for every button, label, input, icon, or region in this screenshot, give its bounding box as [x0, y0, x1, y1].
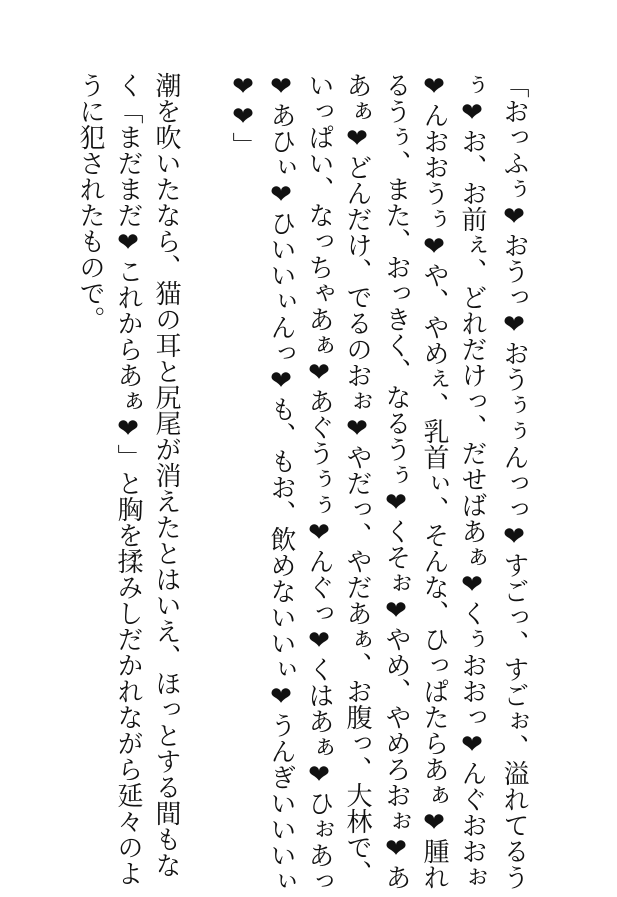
- text-column: ❤❤」: [228, 72, 258, 158]
- text-column: ❤あひぃ❤ひいいぃんっ❤も、もお、飲めないいぃ❤うんぎいいいぃ: [266, 72, 296, 894]
- text-column: うに犯されたもので。: [75, 72, 105, 332]
- text-column: 潮を吹いたなら、猫の耳と尻尾が消えたとはいえ、ほっとする間もな: [151, 72, 181, 878]
- text-column: るうぅ、また、おっきく、なるうぅ❤くそぉ❤やめ、やめろおぉ❤あ: [381, 72, 411, 890]
- text-column: く「まだまだ❤これからあぁ❤」と胸を揉みしだかれながら延々のよ: [113, 72, 143, 886]
- text-column: いっぱい、なっちゃあぁ❤あぐうぅぅ❤んぐっ❤くはあぁ❤ひぉあっ: [304, 72, 334, 894]
- text-column: あぁ❤どんだけ、でるのおぉ❤やだっ、やだあぁ、お腹っ、大林で、: [342, 72, 372, 886]
- text-column: 「おっふぅ❤おうっ❤おうぅぅんっっ❤すごっ、すごぉ、溢れてるう: [499, 72, 529, 890]
- text-column: ぅ❤お、お前ぇ、どれだけっ、だせばあぁ❤くぅおおっ❤んぐおおぉ: [457, 72, 487, 890]
- text-column: ❤んおおうぅ❤や、やめぇ、乳首ぃ、そんな、ひっぱたらあぁ❤腫れ: [419, 72, 449, 890]
